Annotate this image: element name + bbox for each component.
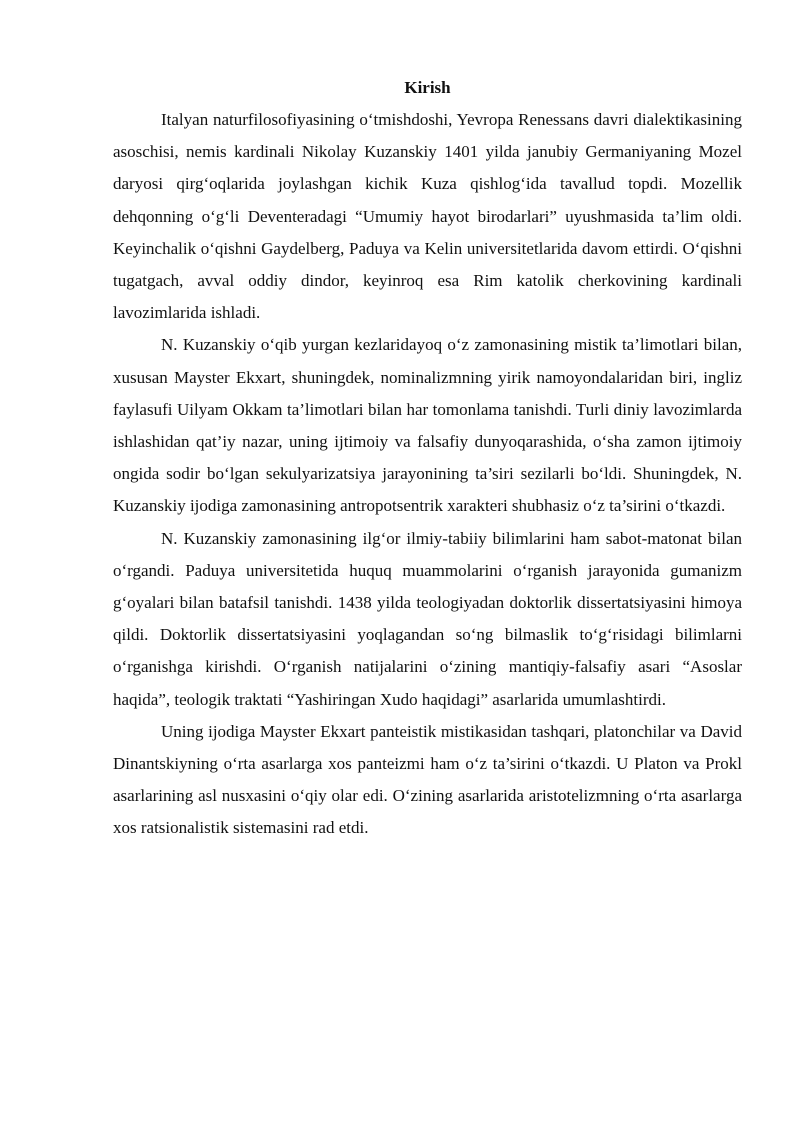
paragraph-1: Italyan naturfilosofiyasining o‘tmishdoshi, Yevropa Renessans davri dialektikasining asoschisi, nemis kardinali Nikolay Kuzanskiy 1401 yilda janubiy Germaniyaning Mozel daryosi qirg‘oqlarida joylashgan kichik Kuza qishlog‘ida tavallud topdi. Mozellik dehqonning o‘g‘li Deventeradagi “Umumiy hayot birodarlari” uyushmasida ta’lim oldi. Keyinchalik o‘qishni Gaydelberg, Paduya va Kelin universitetlarida davom ettirdi. O‘qishni tugatgach, avval oddiy dindor, keyinroq esa Rim katolik cherkovining kardinali lavozimlarida ishladi. xyxy=(113,110,742,323)
paragraph-2: N. Kuzanskiy o‘qib yurgan kezlaridayoq o‘z zamonasining mistik ta’limotlari bilan, xususan Mayster Ekxart, shuningdek, nominalizmning yirik namoyondalaridan biri, ingliz faylasufi Uilyam Okkam ta’limotlari bilan har tomonlama tanishdi. Turli diniy lavozimlarda ishlashidan qat’iy nazar, uning ijtimoiy va falsafiy dunyoqarashida, o‘sha zamon ijtimoiy ongida sodir bo‘lgan sekulyarizatsiya jarayonining ta’siri sezilarli bo‘ldi. Shuningdek, N. Kuzanskiy ijodiga zamonasining antropotsentrik xarakteri shubhasiz o‘z ta’sirini o‘tkazdi. xyxy=(113,335,742,516)
document-body xyxy=(113,72,742,845)
paragraph-4: Uning ijodiga Mayster Ekxart panteistik mistikasidan tashqari, platonchilar va David Dinantskiyning o‘rta asarlarga xos panteizmi ham o‘z ta’sirini o‘tkazdi. U Platon va Prokl asarlarining asl nusxasini o‘qiy olar edi. O‘zining asarlarida aristotelizmning o‘rta asarlarga xos ratsionalistik sistemasini rad etdi. xyxy=(113,721,742,838)
page-title: Kirish xyxy=(404,78,451,97)
paragraph-3: N. Kuzanskiy zamonasining ilg‘or ilmiy-tabiiy bilimlarini ham sabot-matonat bilan o‘rgandi. Paduya universitetida huquq muammolarini o‘rganish jarayonida gumanizm g‘oyalari bilan batafsil tanishdi. 1438 yilda teologiyadan doktorlik dissertatsiyasini himoya qildi. Doktorlik dissertatsiyasini yoqlagandan so‘ng bilmaslik to‘g‘risidagi bilimlarni o‘rganishga kirishdi. O‘rganish natijalarini o‘zining mantiqiy-falsafiy asari “Asoslar haqida”, teologik traktati “Yashiringan Xudo haqidagi” asarlarida umumlashtirdi. xyxy=(113,528,742,709)
